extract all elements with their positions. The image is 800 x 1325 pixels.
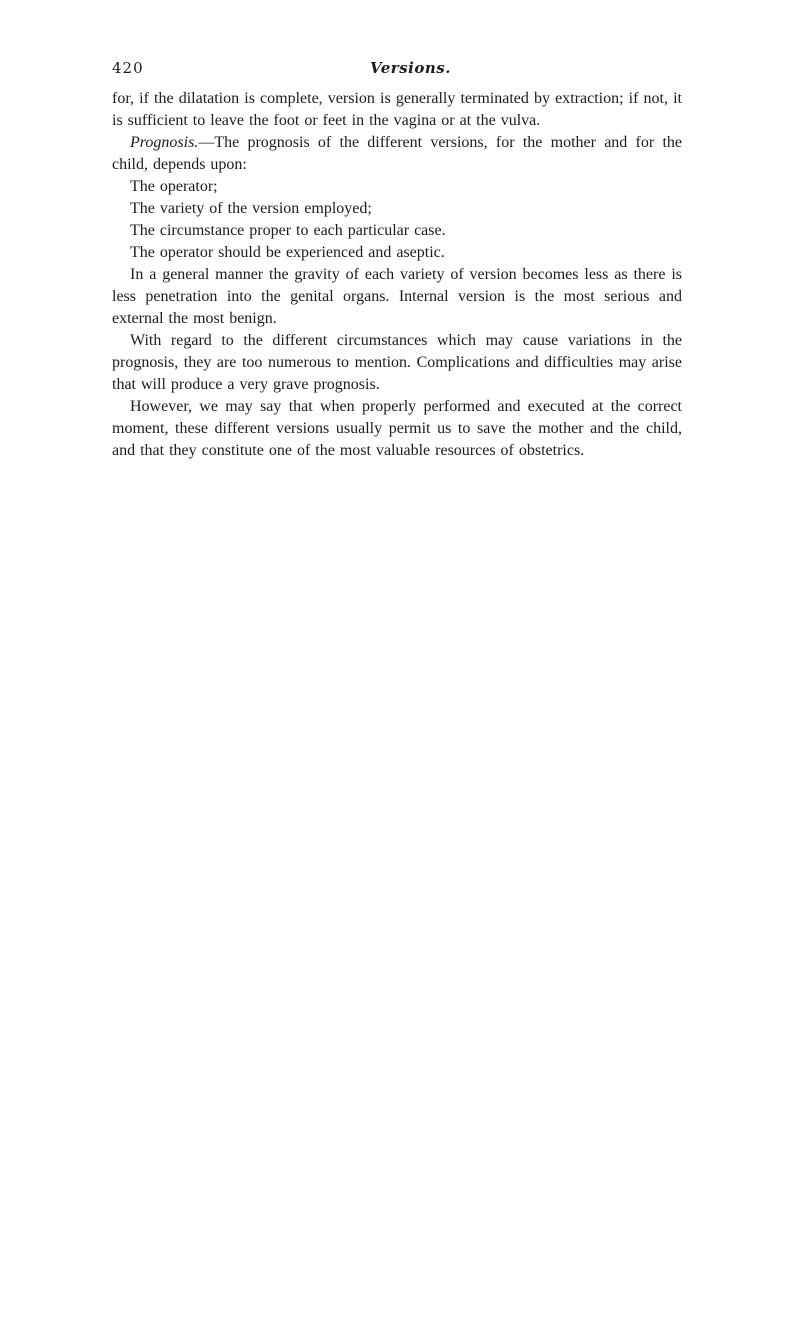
paragraph-circumstances: With regard to the different circumstances which may cause variations in the prognosis, they are too numerous to mention. Complications and difficulties may arise that will produce a very grave prognosis. (112, 332, 682, 393)
paragraph-operator-experience: The operator should be experienced and aseptic. (130, 244, 445, 261)
paragraph-conclusion: However, we may say that when properly performed and executed at the correct moment, these different versions usually permit us to save the mother and the child, and that they constitute one of the most valuable resources of obstetrics. (112, 398, 682, 459)
running-title: Versions. (370, 59, 451, 77)
list-item-variety: The variety of the version employed; (130, 200, 372, 217)
paragraph-gravity: In a general manner the gravity of each variety of version becomes less as there is less penetration into the genital organs. Internal version is the most serious and external the most benign. (112, 266, 682, 327)
paragraph-prognosis (112, 132, 682, 176)
prognosis-heading: Prognosis. (130, 134, 199, 151)
paragraph-dilatation: for, if the dilatation is complete, version is generally terminated by extraction; if not, it is sufficient to leave the foot or feet in the vagina or at the vulva. (112, 90, 682, 129)
prognosis-text: —The prognosis of the different versions, for the mother and for the child, depends upon: (112, 134, 682, 173)
page-number: 420 (112, 59, 144, 77)
list-item-circumstance: The circumstance proper to each particular case. (130, 222, 446, 239)
body-text (112, 88, 682, 462)
running-head (112, 56, 682, 80)
list-item-operator: The operator; (130, 178, 218, 195)
